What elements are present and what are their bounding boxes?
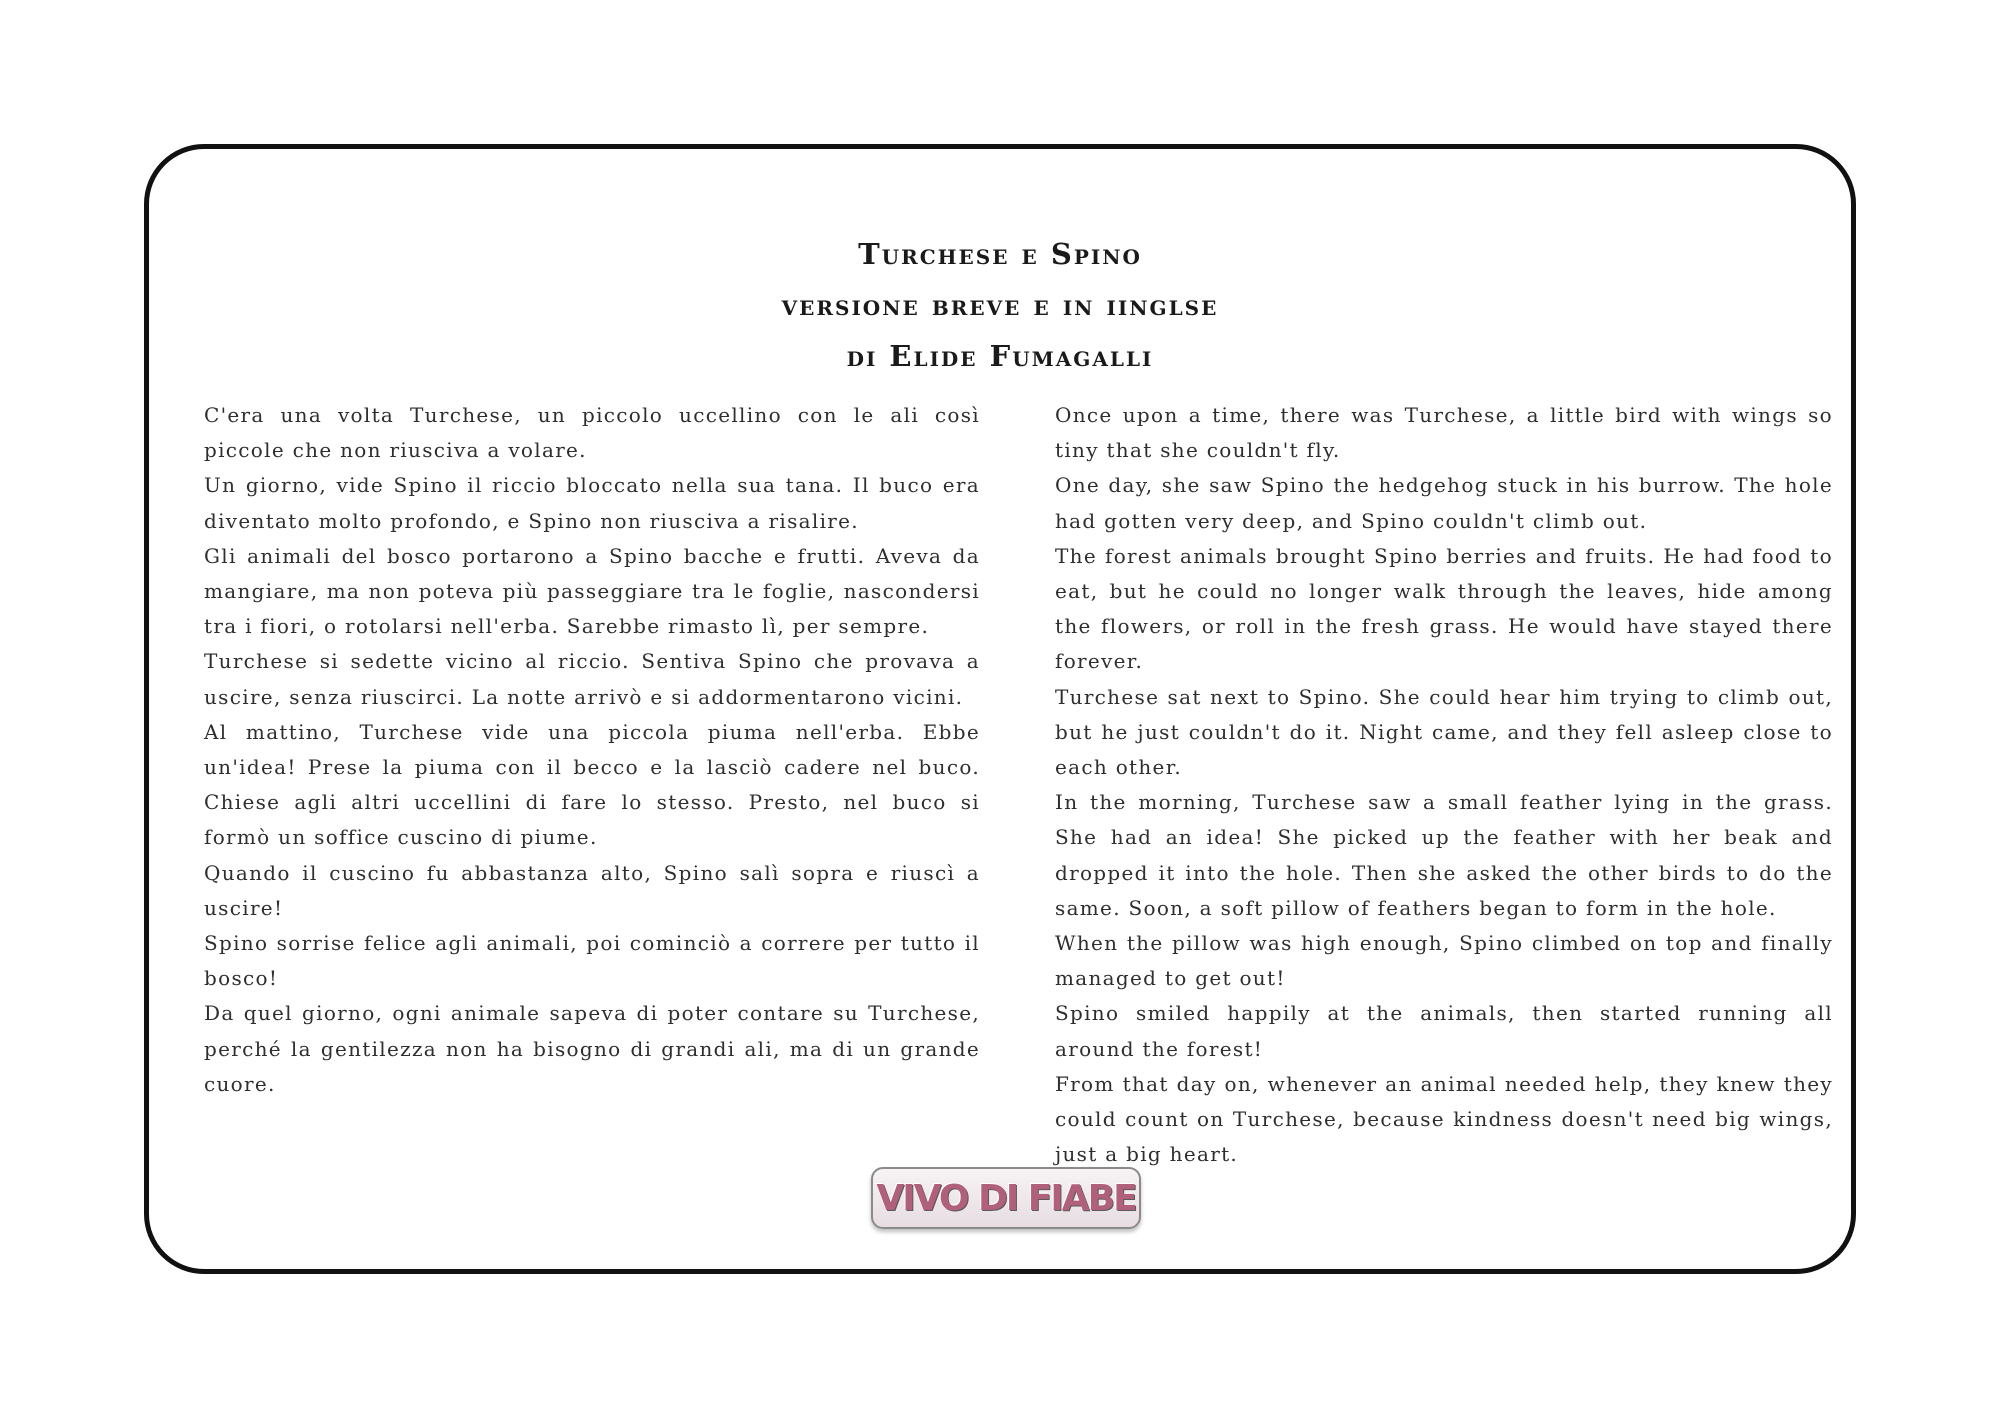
page-frame: [144, 144, 1856, 1274]
english-paragraph: One day, she saw Spino the hedgehog stuck in his burrow. The hole had gotten very deep, and Spino couldn't climb out.: [1055, 473, 1833, 533]
english-paragraph: Spino smiled happily at the animals, then started running all around the forest!: [1055, 1001, 1833, 1061]
story-subtitle: versione breve e in iinglse: [781, 288, 1219, 322]
english-paragraph: Turchese sat next to Spino. She could hear him trying to climb out, but he just couldn't do it. Night came, and they fell asleep close to each other.: [1055, 684, 1833, 780]
english-paragraph: Once upon a time, there was Turchese, a little bird with wings so tiny that she couldn't fly.: [1055, 403, 1833, 463]
italian-column: [204, 398, 980, 1102]
italian-paragraph: Gli animali del bosco portarono a Spino bacche e frutti. Aveva da mangiare, ma non poteva più passeggiare tra le foglie, nascondersi tra i fiori, o rotolarsi nell'erba. Sarebbe rimasto lì, per sempre.: [204, 543, 980, 639]
story-title: Turchese e Spino: [858, 237, 1142, 271]
italian-paragraph: Un giorno, vide Spino il riccio bloccato nella sua tana. Il buco era diventato molto profondo, e Spino non riusciva a risalire.: [204, 473, 980, 533]
italian-paragraph: Quando il cuscino fu abbastanza alto, Spino salì sopra e riuscì a uscire!: [204, 860, 980, 920]
italian-paragraph: Spino sorrise felice agli animali, poi cominciò a correre per tutto il bosco!: [204, 931, 980, 991]
english-column: [1055, 398, 1833, 1172]
italian-paragraph: Da quel giorno, ogni animale sapeva di poter contare su Turchese, perché la gentilezza non ha bisogno di grandi ali, ma di un grande cuore.: [204, 1001, 980, 1096]
italian-paragraph: Turchese si sedette vicino al riccio. Sentiva Spino che provava a uscire, senza riuscirci. La notte arrivò e si addormentarono vicini.: [204, 649, 980, 709]
story-author: di Elide Fumagalli: [846, 339, 1154, 373]
english-paragraph: The forest animals brought Spino berries and fruits. He had food to eat, but he could no longer walk through the leaves, hide among the flowers, or roll in the fresh grass. He would have stayed there forever.: [1055, 543, 1833, 674]
logo-text: VIVO DI FIABE: [876, 1177, 1136, 1219]
italian-paragraph: C'era una volta Turchese, un piccolo uccellino con le ali così piccole che non riusciva a volare.: [204, 403, 980, 463]
title-block: [149, 229, 1851, 382]
vivo-di-fiabe-logo: [871, 1167, 1141, 1229]
english-paragraph: In the morning, Turchese saw a small feather lying in the grass. She had an idea! She picked up the feather with her beak and dropped it into the hole. Then she asked the other birds to do the same. Soon, a soft pillow of feathers began to form in the hole.: [1055, 790, 1833, 920]
italian-paragraph: Al mattino, Turchese vide una piccola piuma nell'erba. Ebbe un'idea! Prese la piuma con il becco e la lasciò cadere nel buco. Chiese agli altri uccellini di fare lo stesso. Presto, nel buco si formò un soffice cuscino di piume.: [204, 719, 980, 850]
english-paragraph: From that day on, whenever an animal needed help, they knew they could count on Turchese, because kindness doesn't need big wings, just a big heart.: [1055, 1071, 1833, 1167]
english-paragraph: When the pillow was high enough, Spino climbed on top and finally managed to get out!: [1055, 931, 1833, 991]
